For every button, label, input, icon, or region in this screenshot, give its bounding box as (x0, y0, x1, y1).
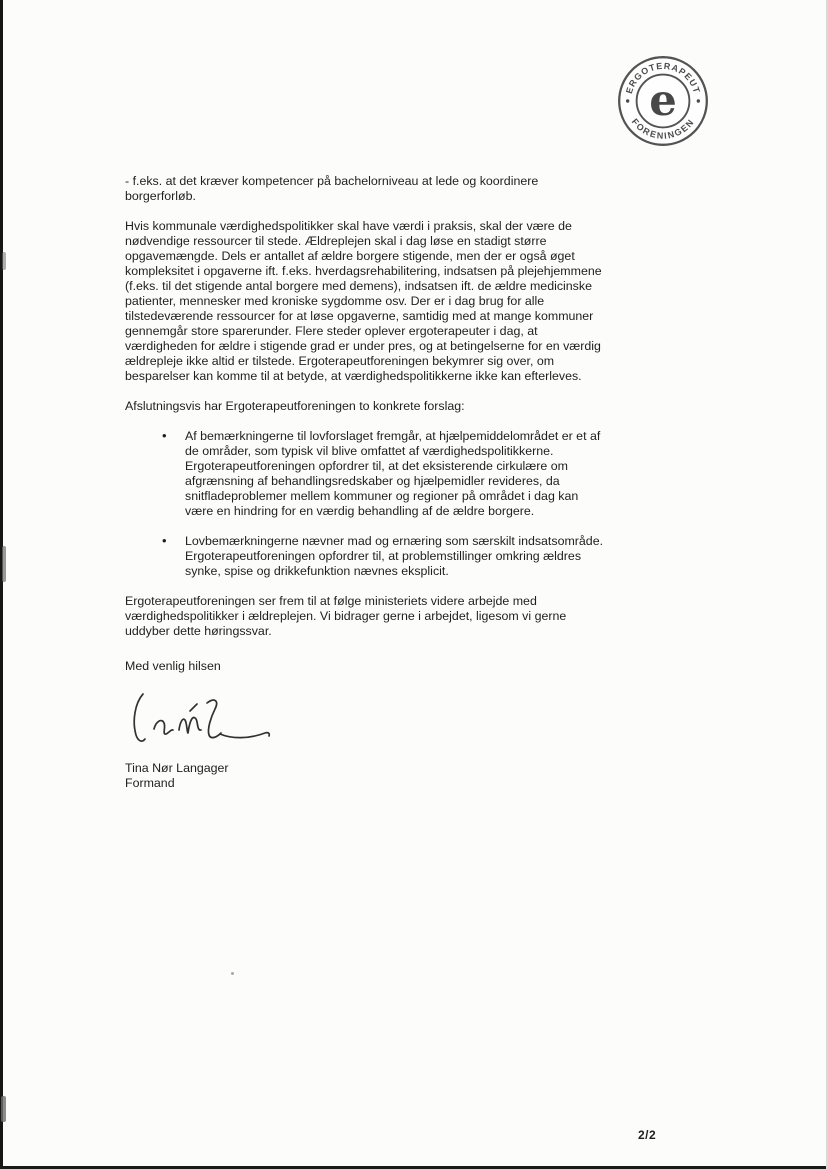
page-number: 2/2 (638, 1128, 657, 1142)
seal-bottom-text: FORENINGEN (629, 116, 697, 141)
signer-name: Tina Nør Langager (125, 761, 229, 775)
seal-center-letter: e (649, 75, 677, 127)
intro-line: - f.eks. at det kræver kompetencer på bachelorniveau at lede og koordinere borgerforløb. (125, 174, 539, 203)
salutation: Med venlig hilsen (125, 659, 221, 673)
seal-icon (614, 52, 712, 150)
scan-artifact (231, 972, 234, 975)
letter-body (125, 174, 609, 791)
signature-icon (127, 689, 277, 757)
scan-artifact (1, 1096, 6, 1122)
paragraph-resources: Hvis kommunale værdighedspolitikker skal have værdi i praksis, skal der være de nødvendige ressourcer til stede. Ældreplejen skal i dag løse en stadigt større opgavemængde. Dels er antallet af ældre borgere stigende, men der er også øget kompleksitet i opgaverne ift. f.eks. hverdagsrehabilitering, indsatsen på plejehjemmene (f.eks. til det stigende antal borgere med demens), indsatsen ift. de ældre medicinske patienter, mennesker med kroniske sygdomme osv. Der er i dag brug for alle tilstedeværende ressourcer for at løse opgaverne, samtidig med at mange kommuner gennemgår store sparerunder. Flere steder oplever ergoterapeuter i dag, at værdigheden for ældre i stigende grad er under pres, og at betingelserne for en værdig ældrepleje ikke altid er tilstede. Ergoterapeutforeningen bekymrer sig over, om besparelser kan komme til at betyde, at værdighedspolitikkerne ikke kan efterleves. (125, 219, 602, 383)
paragraph-proposals-lead: Afslutningsvis har Ergoterapeutforeningen to konkrete forslag: (125, 399, 465, 413)
signer-title: Formand (125, 776, 175, 790)
closing-paragraph: Ergoterapeutforeningen ser frem til at følge ministeriets videre arbejde med værdighedspolitikker i ældreplejen. Vi bidrager gerne i arbejdet, ligesom vi gerne uddyber dette høringssvar. (125, 594, 567, 638)
handwritten-signature (127, 689, 609, 757)
seal-top-text: ERGOTERAPEUT (623, 60, 703, 95)
scan-artifact (2, 252, 6, 270)
proposal-list (125, 429, 609, 579)
ergoterapeutforeningen-seal (614, 52, 712, 150)
scan-edge-left (0, 0, 3, 1169)
proposal-item: • Af bemærkningerne til lovforslaget fremgår, at hjælpemiddelområdet er et af de områder, som typisk vil blive omfattet af værdighedspolitikkerne. Ergoterapeutforeningen opfordrer til, at det eksisterende cirkulære om afgrænsning af behandlingsredskaber og hjælpemidler revideres, da snitfladeproblemer mellem kommuner og regioner på området i dag kan være en hindring for en værdig behandling af de ældre borgere. (160, 429, 609, 519)
proposal-item: • Lovbemærkningerne nævner mad og ernæring som særskilt indsatsområde. Ergoterapeutforeningen opfordrer til, at problemstillinger omkring ældres synke, spise og drikkefunktion nævnes eksplicit. (160, 534, 609, 579)
scan-artifact (2, 546, 6, 582)
